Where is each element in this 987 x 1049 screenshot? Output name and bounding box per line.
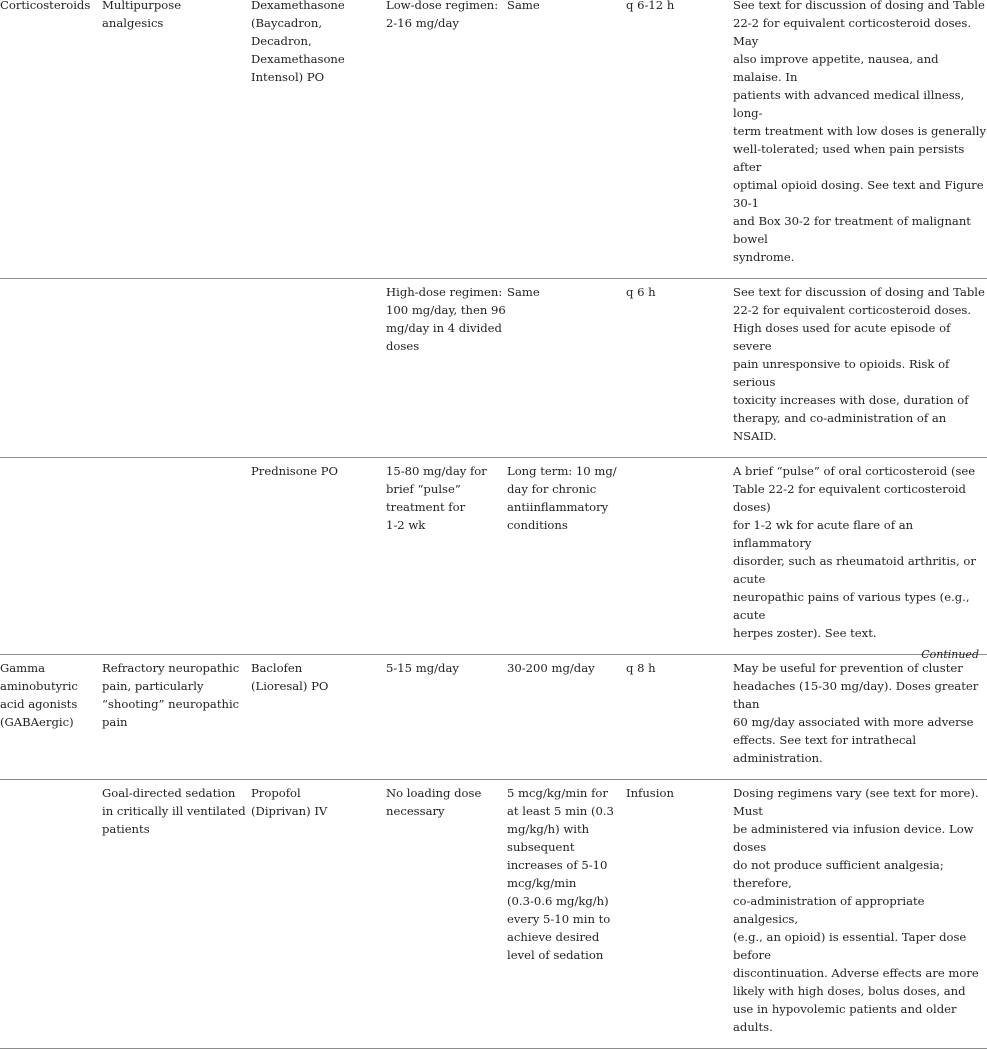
frequency-cell: q 6 h	[626, 279, 733, 458]
frequency-cell: Infusion	[626, 780, 733, 1049]
drug-class-cell: Gamma aminobutyric acid agonists (GABAergic)	[0, 655, 102, 780]
usual-dose-cell: 30-200 mg/day	[507, 655, 626, 780]
table-row	[0, 279, 987, 458]
table-row	[0, 0, 987, 279]
starting-dose-cell: 15-80 mg/day for brief “pulse” treatment for 1-2 wk	[386, 458, 507, 655]
indication-cell	[102, 458, 251, 655]
starting-dose-cell: No loading dose necessary	[386, 780, 507, 1049]
usual-dose-cell: Same	[507, 279, 626, 458]
starting-dose-cell: High-dose regimen: 100 mg/day, then 96 mg/day in 4 divided doses	[386, 279, 507, 458]
comments-cell: See text for discussion of dosing and Table 22-2 for equivalent corticosteroid doses. May also improve appetite, nausea, and malaise. In patients with advanced medical illness, long- term treatment with low doses is generally well-tolerated; used when pain persists after optimal opioid dosing. See text and Figure 30-1 and Box 30-2 for treatment of malignant bowel syndrome.	[733, 0, 987, 279]
usual-dose-cell: Long term: 10 mg/ day for chronic antiinflammatory conditions	[507, 458, 626, 655]
drug-name-cell: Baclofen (Lioresal) PO	[251, 655, 386, 780]
indication-cell: Goal-directed sedation in critically ill ventilated patients	[102, 780, 251, 1049]
usual-dose-cell: 5 mcg/kg/min for at least 5 min (0.3 mg/kg/h) with subsequent increases of 5-10 mcg/kg/min (0.3-0.6 mg/kg/h) every 5-10 min to achieve desired level of sedation	[507, 780, 626, 1049]
comments-cell: May be useful for prevention of cluster headaches (15-30 mg/day). Doses greater than 60 mg/day associated with more adverse effects. See text for intrathecal administration.	[733, 655, 987, 780]
drug-class-cell	[0, 780, 102, 1049]
table-row	[0, 458, 987, 655]
comments-cell: See text for discussion of dosing and Table 22-2 for equivalent corticosteroid doses. High doses used for acute episode of severe pain unresponsive to opioids. Risk of serious toxicity increases with dose, duration of therapy, and co-administration of an NSAID.	[733, 279, 987, 458]
drug-name-cell	[251, 279, 386, 458]
drug-name-cell: Prednisone PO	[251, 458, 386, 655]
usual-dose-cell: Same	[507, 0, 626, 279]
frequency-cell	[626, 458, 733, 655]
drug-name-cell: Dexamethasone (Baycadron, Decadron, Dexamethasone Intensol) PO	[251, 0, 386, 279]
drug-class-cell: Corticosteroids	[0, 0, 102, 279]
starting-dose-cell: Low-dose regimen: 2-16 mg/day	[386, 0, 507, 279]
starting-dose-cell: 5-15 mg/day	[386, 655, 507, 780]
table-row	[0, 780, 987, 1049]
indication-cell	[102, 279, 251, 458]
frequency-cell: q 6-12 h	[626, 0, 733, 279]
drug-class-cell	[0, 458, 102, 655]
indication-cell: Refractory neuropathic pain, particularly “shooting” neuropathic pain	[102, 655, 251, 780]
frequency-cell: q 8 h	[626, 655, 733, 780]
drug-class-cell	[0, 279, 102, 458]
indication-cell: Multipurpose analgesics	[102, 0, 251, 279]
table-row	[0, 655, 987, 780]
continued-label: Continued	[921, 648, 979, 661]
comments-cell: A brief “pulse” of oral corticosteroid (see Table 22-2 for equivalent corticosteroid doses) for 1-2 wk for acute flare of an inflammatory disorder, such as rheumatoid arthritis, or acute neuropathic pains of various types (e.g., acute herpes zoster). See text.	[733, 458, 987, 655]
drug-name-cell: Propofol (Diprivan) IV	[251, 780, 386, 1049]
comments-cell: Dosing regimens vary (see text for more). Must be administered via infusion device. Low doses do not produce sufficient analgesia; therefore, co-administration of appropriate analgesics, (e.g., an opioid) is essential. Taper dose before discontinuation. Adverse effects are more likely with high doses, bolus doses, and use in hypovolemic patients and older adults.	[733, 780, 987, 1049]
